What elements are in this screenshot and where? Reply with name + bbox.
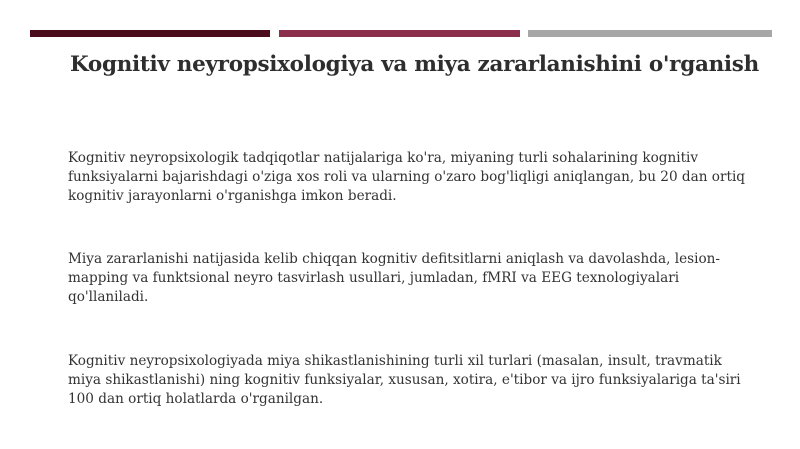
paragraph-1: Kognitiv neyropsixologik tadqiqotlar natijalariga ko'ra, miyaning turli sohalarining kognitiv funksiyalarni bajarishdagi o'ziga xos roli va ularning o'zaro bog'liqligi aniqlangan, bu 20 dan ortiq kognitiv jarayonlarni o'rganishga imkon beradi.	[68, 150, 746, 204]
slide-title: Kognitiv neyropsixologiya va miya zararlanishini o'rganish	[70, 52, 759, 77]
paragraph-3: Kognitiv neyropsixologiyada miya shikastlanishining turli xil turlari (masalan, insult, travmatik miya shikastlanishi) ning kognitiv funksiyalar, xususan, xotira, e'tibor va ijro funksiyalariga ta'siri 100 dan ortiq holatlarda o'rganilgan.	[68, 353, 741, 407]
accent-bar-dark	[30, 30, 270, 37]
paragraph-2: Miya zararlanishi natijasida kelib chiqqan kognitiv defitsitlarni aniqlash va davolashda, lesion-mapping va funktsional neyro tasvirlash usullari, jumladan, fMRI va EEG texnologiyalari qo'llaniladi.	[68, 251, 720, 305]
accent-bar-light	[528, 30, 772, 37]
accent-bar-mid	[279, 30, 520, 37]
